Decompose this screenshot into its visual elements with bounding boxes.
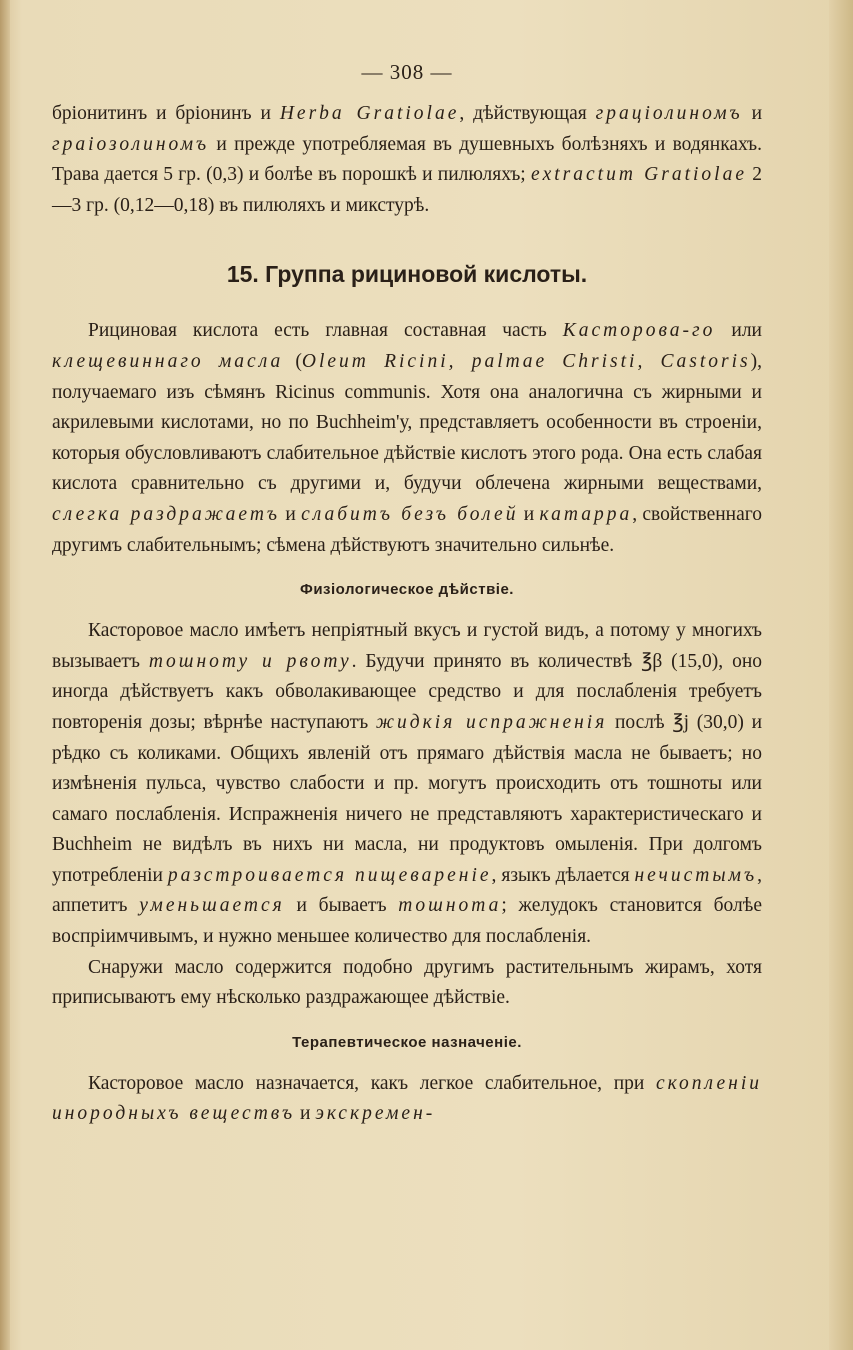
section-title: 15. Группа рициновой кислоты. — [226, 261, 588, 288]
page-number: — 308 — — [361, 60, 453, 84]
subheading-physiological: Физіологическое дѣйствіе. — [300, 581, 514, 599]
page-left-edge — [0, 0, 10, 1350]
paragraph-ricinic-acid: Рициновая кислота есть главная составная часть Касторова-го или клещевиннаго масла (Oleum Ricini, palmae Christi, Castoris), получаемаго изъ сѣмянъ Ricinus communis. Хотя она аналогична съ жирными и акрилевыми кислотами, но по Buchheim'у, представляетъ особенности въ строеніи, которыя обусловливаютъ слабительное дѣйствіе кислотъ этого рода. Она есть слабая кислота сравнительно съ другими и, будучи облечена жирными веществами, слегка раздражаетъ и слабитъ безъ болей и катарра, свойственнаго другимъ слабительнымъ; сѣмена дѣйствуютъ значительно сильнѣе. — [52, 320, 763, 556]
page-right-edge — [829, 0, 853, 1350]
page-content — [52, 60, 762, 1130]
paragraph-castor-oil-action: Касторовое масло имѣетъ непріятный вкусъ и густой видъ, а потому у многихъ вызываетъ тошноту и рвоту. Будучи принято въ количествѣ ℥β (15,0), оно иногда дѣйствуетъ какъ обволакивающее средство и для послабленія требуетъ повторенія дозы; вѣрнѣе наступаютъ жидкія испражненія послѣ ℥j (30,0) и рѣдко съ коликами. Общихъ явленій отъ прямаго дѣйствія масла не бываетъ; но измѣненія пульса, чувство слабости и пр. могутъ происходить отъ тошноты или самаго послабленія. Испражненія ничего не представляютъ характеристическаго и Buchheim не видѣлъ въ нихъ ни масла, ни продуктовъ омыленія. При долгомъ употребленіи разстроивается пищевареніе, языкъ дѣлается нечистымъ, аппетитъ уменьшается и бываетъ тошнота; желудокъ становится болѣе воспріимчивымъ, и нужно меньшее количество для послабленія. — [52, 620, 763, 948]
paragraph-external-use: Снаружи масло содержится подобно другимъ растительнымъ жирамъ, хотя приписываютъ ему нѣсколько раздражающее дѣйствіе. — [52, 956, 762, 1009]
subheading-therapeutic: Терапевтическое назначеніе. — [292, 1033, 522, 1051]
paragraph-therapeutic: Касторовое масло назначается, какъ легкое слабительное, при скопленіи инородныхъ веществъ и экскремен- — [52, 1072, 762, 1125]
paragraph-gratiola: бріонитинъ и бріонинъ и Herba Gratiolae, дѣйствующая граціолиномъ и граіозолиномъ и прежде употребляемая въ душевныхъ болѣзняхъ и водянкахъ. Трава дается 5 гр. (0,3) и болѣе въ порошкѣ и пилюляхъ; extractum Gratiolae 2—3 гр. (0,12—0,18) въ пилюляхъ и микстурѣ. — [52, 103, 763, 216]
